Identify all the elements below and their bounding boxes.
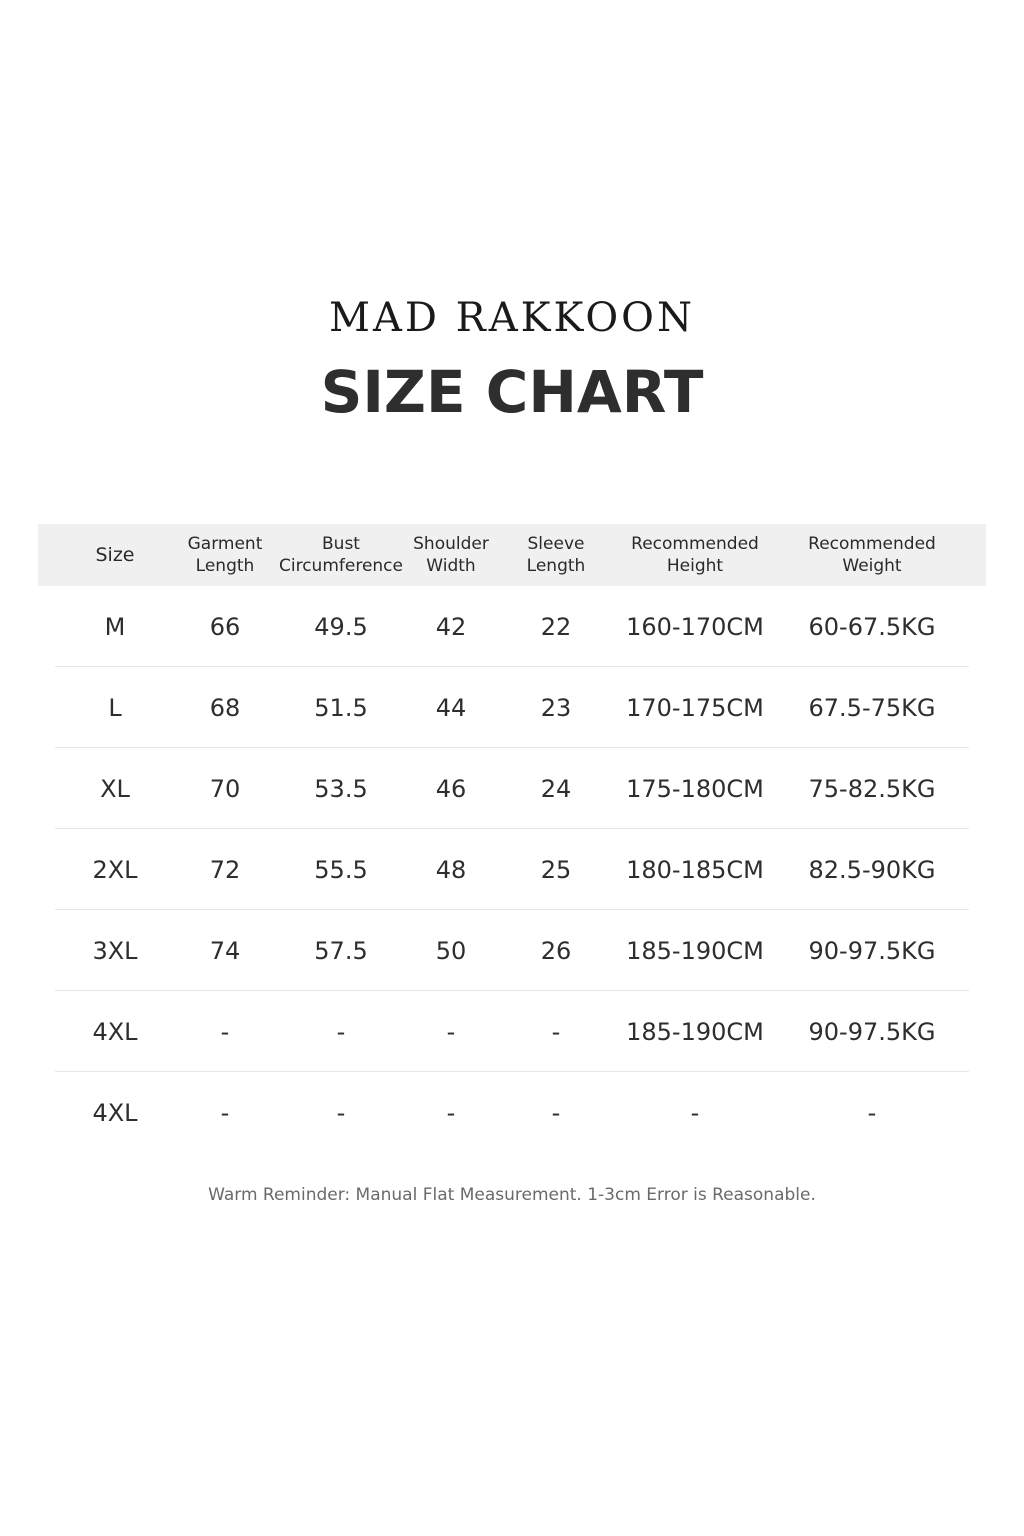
table-row: [38, 667, 986, 748]
cell-sleeve: 24: [540, 774, 572, 803]
cell-sleeve: 26: [540, 936, 572, 965]
brand-name: MAD RAKKOON: [329, 295, 695, 341]
cell-size: 2XL: [92, 855, 138, 884]
cell-sleeve: 23: [540, 693, 572, 722]
cell-weight: 60-67.5KG: [808, 612, 936, 641]
table-row: [38, 991, 986, 1072]
cell-size: 3XL: [92, 936, 138, 965]
cell-weight: 82.5-90KG: [808, 855, 936, 884]
cell-garment-length: 68: [209, 693, 241, 722]
cell-weight: 90-97.5KG: [808, 1017, 936, 1046]
cell-size: 4XL: [92, 1017, 138, 1046]
cell-bust: 55.5: [314, 855, 368, 884]
cell-weight: -: [867, 1098, 877, 1127]
header-recommended-height: Recommended Height: [631, 534, 759, 576]
cell-garment-length: 66: [209, 612, 241, 641]
measurement-reminder: Warm Reminder: Manual Flat Measurement. 1-3cm Error is Reasonable.: [208, 1185, 816, 1205]
cell-garment-length: -: [220, 1098, 230, 1127]
cell-size: L: [108, 693, 122, 722]
cell-bust: 53.5: [314, 774, 368, 803]
cell-height: 170-175CM: [626, 693, 764, 722]
table-row: [38, 910, 986, 991]
header-size: Size: [95, 544, 135, 566]
page-title: SIZE CHART: [320, 358, 704, 426]
cell-shoulder: 44: [435, 693, 467, 722]
header-bust-circumference: Bust Circumference: [279, 534, 403, 576]
cell-garment-length: 70: [209, 774, 241, 803]
header-sleeve-length: Sleeve Length: [526, 534, 586, 576]
cell-height: -: [690, 1098, 700, 1127]
cell-height: 185-190CM: [626, 936, 764, 965]
cell-garment-length: 72: [209, 855, 241, 884]
cell-sleeve: 25: [540, 855, 572, 884]
cell-weight: 90-97.5KG: [808, 936, 936, 965]
cell-shoulder: 50: [435, 936, 467, 965]
cell-height: 175-180CM: [626, 774, 764, 803]
header-recommended-weight: Recommended Weight: [808, 534, 936, 576]
cell-size: M: [104, 612, 126, 641]
cell-height: 160-170CM: [626, 612, 764, 641]
cell-height: 185-190CM: [626, 1017, 764, 1046]
cell-shoulder: -: [446, 1017, 456, 1046]
size-table: [38, 524, 986, 1153]
cell-bust: 57.5: [314, 936, 368, 965]
header-garment-length: Garment Length: [187, 534, 263, 576]
cell-weight: 75-82.5KG: [808, 774, 936, 803]
table-row: [38, 829, 986, 910]
cell-bust: -: [336, 1017, 346, 1046]
cell-shoulder: 46: [435, 774, 467, 803]
table-row: [38, 1072, 986, 1153]
cell-bust: 51.5: [314, 693, 368, 722]
cell-bust: 49.5: [314, 612, 368, 641]
cell-sleeve: -: [551, 1017, 561, 1046]
cell-weight: 67.5-75KG: [808, 693, 936, 722]
cell-garment-length: 74: [209, 936, 241, 965]
header-shoulder-width: Shoulder Width: [413, 534, 489, 576]
cell-garment-length: -: [220, 1017, 230, 1046]
table-header-row: [38, 524, 986, 586]
cell-sleeve: 22: [540, 612, 572, 641]
table-row: [38, 586, 986, 667]
cell-bust: -: [336, 1098, 346, 1127]
cell-shoulder: -: [446, 1098, 456, 1127]
cell-size: 4XL: [92, 1098, 138, 1127]
cell-shoulder: 48: [435, 855, 467, 884]
cell-size: XL: [100, 774, 130, 803]
cell-height: 180-185CM: [626, 855, 764, 884]
table-row: [38, 748, 986, 829]
cell-shoulder: 42: [435, 612, 467, 641]
cell-sleeve: -: [551, 1098, 561, 1127]
